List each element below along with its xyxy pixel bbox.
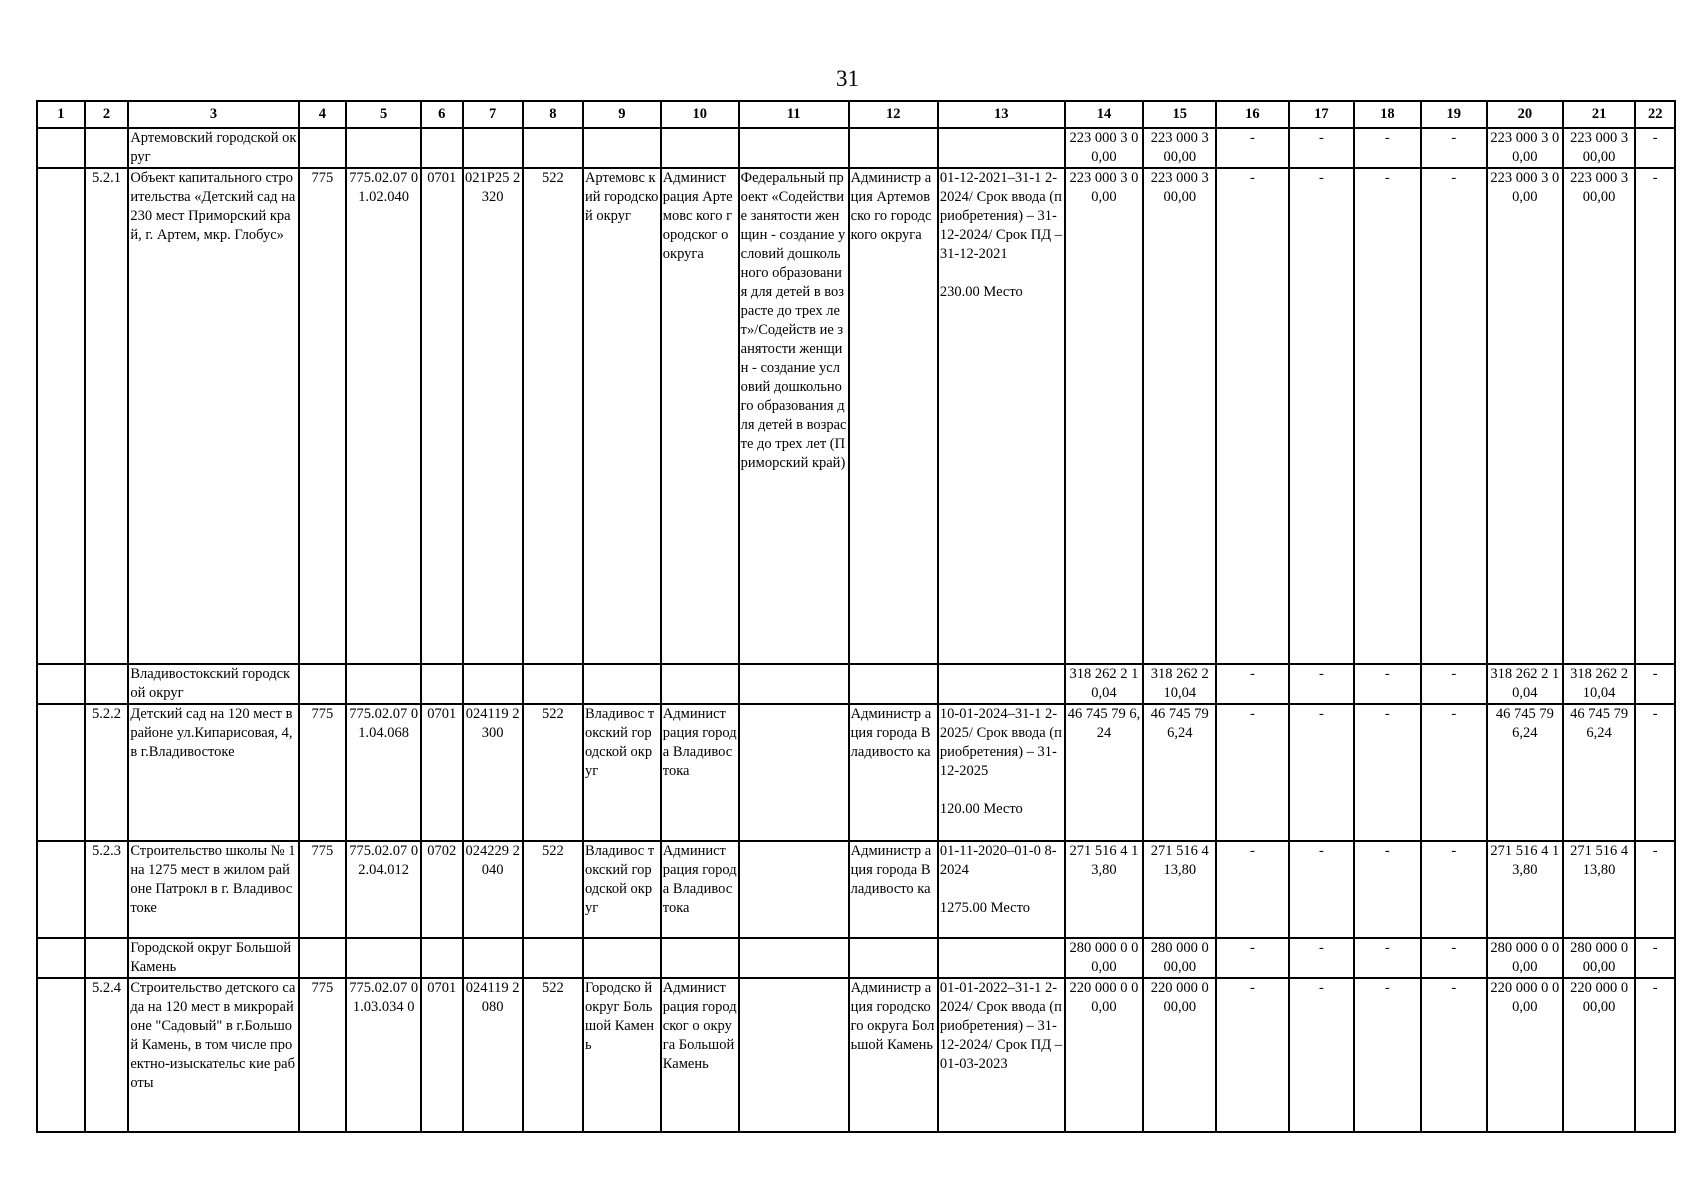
table-cell: Администр ация Артемовско го городского округа [849, 168, 938, 664]
table-cell: - [1635, 704, 1675, 841]
table-cell: 318 262 2 10,04 [1563, 664, 1636, 704]
table-cell [583, 938, 661, 978]
table-cell: - [1635, 978, 1675, 1132]
table-cell: Строительство школы № 1 на 1275 мест в жилом районе Патрокл в г. Владивостоке [128, 841, 298, 938]
table-cell: - [1216, 938, 1289, 978]
table-cell: 46 745 79 6,24 [1487, 704, 1563, 841]
table-cell: - [1289, 938, 1354, 978]
column-header: 2 [85, 101, 129, 128]
table-cell: 318 262 2 10,04 [1487, 664, 1563, 704]
table-cell: 271 516 4 13,80 [1065, 841, 1144, 938]
table-cell [739, 128, 849, 168]
table-cell: - [1421, 938, 1487, 978]
table-cell: 318 262 2 10,04 [1065, 664, 1144, 704]
header-row [37, 101, 1675, 128]
table-cell [849, 938, 938, 978]
table-cell: 220 000 0 00,00 [1563, 978, 1636, 1132]
table-cell: - [1354, 978, 1420, 1132]
table-cell [583, 664, 661, 704]
table-cell: Детский сад на 120 мест в районе ул.Кипарисовая, 4, в г.Владивостоке [128, 704, 298, 841]
table-cell: 46 745 79 6,24 [1563, 704, 1636, 841]
table-cell: - [1635, 128, 1675, 168]
table-cell: 775.02.07 02.04.012 [346, 841, 421, 938]
table-cell: 46 745 79 6,24 [1065, 704, 1144, 841]
column-header: 22 [1635, 101, 1675, 128]
table-cell [37, 978, 85, 1132]
table-cell: 024119 2300 [463, 704, 523, 841]
table-cell: 280 000 0 00,00 [1563, 938, 1636, 978]
table-cell: 0701 [421, 168, 463, 664]
table-cell: - [1354, 664, 1420, 704]
table-cell: 280 000 0 00,00 [1143, 938, 1216, 978]
table-cell: 220 000 0 00,00 [1487, 978, 1563, 1132]
page-number: 31 [836, 66, 859, 91]
table-cell: Администр ация города Владивосто ка [849, 841, 938, 938]
table-cell: - [1289, 978, 1354, 1132]
column-header: 3 [128, 101, 298, 128]
column-header: 9 [583, 101, 661, 128]
table-cell: 223 000 3 00,00 [1563, 128, 1636, 168]
table-cell: - [1421, 978, 1487, 1132]
table-cell: - [1635, 168, 1675, 664]
table-cell [523, 664, 583, 704]
table-cell: 01-11-2020–01-0 8-2024 1275.00 Место [938, 841, 1065, 938]
table-cell: 223 000 3 00,00 [1065, 128, 1144, 168]
table-cell [85, 664, 129, 704]
table-cell [938, 664, 1065, 704]
table-cell: - [1354, 128, 1420, 168]
table-cell [523, 128, 583, 168]
column-header: 20 [1487, 101, 1563, 128]
table-cell [346, 938, 421, 978]
table-cell [661, 128, 739, 168]
table-cell: 223 000 3 00,00 [1487, 128, 1563, 168]
table-cell: Федеральный проект «Содействие занятости женщин - создание условий дошкольного образования для детей в возрасте до трех лет»/Содейств ие занятости женщин - создание условий дошкольного образования для детей в возрасте до трех лет (Приморский край) [739, 168, 849, 664]
table-cell: Владивос токский городской округ [583, 704, 661, 841]
column-header: 6 [421, 101, 463, 128]
table-cell: - [1421, 168, 1487, 664]
table-cell [463, 664, 523, 704]
table-cell: - [1216, 841, 1289, 938]
table-cell: - [1216, 664, 1289, 704]
table-cell [463, 128, 523, 168]
table-cell: 775.02.07 01.04.068 [346, 704, 421, 841]
table-cell: 280 000 0 00,00 [1065, 938, 1144, 978]
table-cell: Владивостокский городской округ [128, 664, 298, 704]
column-header: 7 [463, 101, 523, 128]
table-cell: - [1421, 664, 1487, 704]
table-cell [299, 938, 347, 978]
table-cell: 280 000 0 00,00 [1487, 938, 1563, 978]
table-cell: 775 [299, 168, 347, 664]
table-cell: 223 000 3 00,00 [1487, 168, 1563, 664]
table-cell: 318 262 2 10,04 [1143, 664, 1216, 704]
table-cell: 01-12-2021–31-1 2-2024/ Срок ввода (приобретения) – 31-12-2024/ Срок ПД – 31-12-2021 230.00 Место [938, 168, 1065, 664]
table-cell: 46 745 79 6,24 [1143, 704, 1216, 841]
table-cell: Админист рация городског о округа Большой Камень [661, 978, 739, 1132]
table-cell: 775 [299, 704, 347, 841]
table-cell: 0701 [421, 704, 463, 841]
table-cell: - [1354, 704, 1420, 841]
table-cell: 024229 2040 [463, 841, 523, 938]
table-cell: - [1421, 704, 1487, 841]
column-header: 21 [1563, 101, 1636, 128]
table-cell [583, 128, 661, 168]
table-cell [37, 128, 85, 168]
table-row [37, 841, 1675, 938]
table-cell: - [1421, 128, 1487, 168]
table-cell: 021P25 2320 [463, 168, 523, 664]
table-cell: - [1216, 168, 1289, 664]
table-cell: Городской округ Большой Камень [128, 938, 298, 978]
table-cell: 775 [299, 978, 347, 1132]
column-header: 4 [299, 101, 347, 128]
column-header: 13 [938, 101, 1065, 128]
table-cell [849, 664, 938, 704]
table-row [37, 704, 1675, 841]
table-cell [849, 128, 938, 168]
column-header: 14 [1065, 101, 1144, 128]
table-cell: 5.2.2 [85, 704, 129, 841]
table-cell [85, 128, 129, 168]
table-row [37, 664, 1675, 704]
table-cell [661, 664, 739, 704]
table-cell: Админист рация Артемовс кого городског о округа [661, 168, 739, 664]
table-cell: 024119 2080 [463, 978, 523, 1132]
table-cell: 220 000 0 00,00 [1143, 978, 1216, 1132]
table-row [37, 128, 1675, 168]
table-cell [661, 938, 739, 978]
table-cell: Админист рация города Владивос тока [661, 841, 739, 938]
table-cell [739, 978, 849, 1132]
table-cell [463, 938, 523, 978]
budget-table [36, 100, 1676, 1133]
table-cell: - [1289, 664, 1354, 704]
column-header: 17 [1289, 101, 1354, 128]
table-cell: 522 [523, 704, 583, 841]
table-cell [37, 841, 85, 938]
column-header: 16 [1216, 101, 1289, 128]
table-cell: - [1289, 128, 1354, 168]
table-cell [421, 938, 463, 978]
table-cell: 522 [523, 978, 583, 1132]
table-cell: 5.2.4 [85, 978, 129, 1132]
table-cell [938, 938, 1065, 978]
table-cell: 220 000 0 00,00 [1065, 978, 1144, 1132]
table-cell [739, 704, 849, 841]
column-header: 19 [1421, 101, 1487, 128]
table-cell [37, 938, 85, 978]
table-row [37, 978, 1675, 1132]
table-cell [37, 168, 85, 664]
table-cell: 223 000 3 00,00 [1563, 168, 1636, 664]
table-cell: 271 516 4 13,80 [1563, 841, 1636, 938]
table-cell: - [1635, 664, 1675, 704]
table-cell: 522 [523, 841, 583, 938]
column-header: 1 [37, 101, 85, 128]
table-cell [739, 938, 849, 978]
table-cell: Администр ация городского округа Большой Камень [849, 978, 938, 1132]
table-cell [523, 938, 583, 978]
table-cell: 223 000 3 00,00 [1065, 168, 1144, 664]
table-cell: - [1354, 938, 1420, 978]
table-cell: Админист рация города Владивос тока [661, 704, 739, 841]
table-cell: 271 516 4 13,80 [1487, 841, 1563, 938]
table-cell: Артемовс кий городской округ [583, 168, 661, 664]
table-cell: 271 516 4 13,80 [1143, 841, 1216, 938]
table-cell: 0701 [421, 978, 463, 1132]
table-cell: - [1216, 128, 1289, 168]
column-header: 12 [849, 101, 938, 128]
table-cell: - [1635, 938, 1675, 978]
table-cell: - [1635, 841, 1675, 938]
table-cell: 5.2.1 [85, 168, 129, 664]
table-cell [739, 841, 849, 938]
table-cell: - [1216, 704, 1289, 841]
table-cell: - [1354, 168, 1420, 664]
table-cell: - [1421, 841, 1487, 938]
table-cell: 775.02.07 01.02.040 [346, 168, 421, 664]
table-cell: 5.2.3 [85, 841, 129, 938]
table-cell: - [1289, 841, 1354, 938]
table-cell: Владивос токский городской округ [583, 841, 661, 938]
table-cell [938, 128, 1065, 168]
table-row [37, 938, 1675, 978]
table-row [37, 168, 1675, 664]
table-cell: 522 [523, 168, 583, 664]
table-cell [421, 664, 463, 704]
table-cell: 223 000 3 00,00 [1143, 168, 1216, 664]
table-cell: Артемовский городской округ [128, 128, 298, 168]
table-cell: - [1289, 704, 1354, 841]
column-header: 15 [1143, 101, 1216, 128]
table-cell: 10-01-2024–31-1 2-2025/ Срок ввода (приобретения) – 31-12-2025 120.00 Место [938, 704, 1065, 841]
column-header: 18 [1354, 101, 1420, 128]
table-cell [85, 938, 129, 978]
table-cell [421, 128, 463, 168]
table-cell: Строительство детского сада на 120 мест в микрорайоне "Садовый" в г.Большой Камень, в том числе проектно-изыскательс кие работы [128, 978, 298, 1132]
table-cell: 0702 [421, 841, 463, 938]
table-cell: Администр ация города Владивосто ка [849, 704, 938, 841]
table-cell [37, 664, 85, 704]
table-cell: - [1354, 841, 1420, 938]
table-cell [37, 704, 85, 841]
table-cell [299, 664, 347, 704]
column-header: 5 [346, 101, 421, 128]
table-cell [739, 664, 849, 704]
table-cell: 223 000 3 00,00 [1143, 128, 1216, 168]
table-cell: 01-01-2022–31-1 2-2024/ Срок ввода (приобретения) – 31-12-2024/ Срок ПД – 01-03-2023 [938, 978, 1065, 1132]
table-cell: 775 [299, 841, 347, 938]
column-header: 10 [661, 101, 739, 128]
column-header: 11 [739, 101, 849, 128]
table-cell: - [1216, 978, 1289, 1132]
table-cell [346, 664, 421, 704]
table-cell: Городско й округ Большой Камень [583, 978, 661, 1132]
table-cell: - [1289, 168, 1354, 664]
column-header: 8 [523, 101, 583, 128]
table-cell [299, 128, 347, 168]
table-cell: Объект капитального строительства «Детский сад на 230 мест Приморский край, г. Артем, мкр. Глобус» [128, 168, 298, 664]
table-cell: 775.02.07 01.03.034 0 [346, 978, 421, 1132]
table-cell [346, 128, 421, 168]
